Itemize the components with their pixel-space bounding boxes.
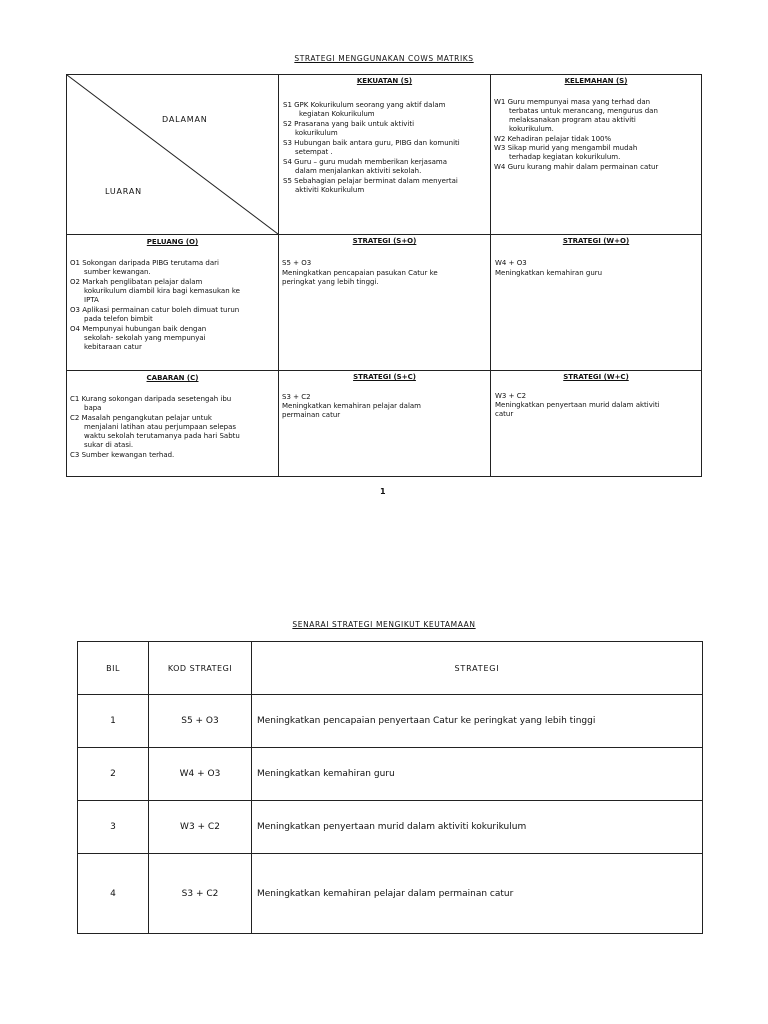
cell-kod: S3 + C2: [149, 854, 252, 934]
text-line: IPTA: [84, 296, 99, 304]
strategi-sc-header: STRATEGI (S+C): [353, 373, 416, 381]
text-line: kokurikulum diambil kira bagi kemasukan ke: [84, 287, 240, 295]
table-header-row: [78, 642, 703, 695]
table-row: [78, 801, 703, 854]
text-line: bapa: [84, 404, 102, 412]
priority-title: SENARAI STRATEGI MENGIKUT KEUTAMAAN: [292, 620, 476, 629]
peluang-cell: [67, 235, 278, 370]
text-line: sekolah- sekolah yang mempunyai: [84, 334, 206, 342]
text-line: terbatas untuk merancang, mengurus dan: [509, 107, 658, 115]
text-line: O2 Markah penglibatan pelajar dalam: [70, 278, 203, 286]
text-line: O3 Aplikasi permainan catur boleh dimuat turun: [70, 306, 240, 314]
text-line: S3 Hubungan baik antara guru, PIBG dan komuniti: [283, 139, 460, 147]
cell-kod: W4 + O3: [149, 748, 252, 801]
text-line: W3 Sikap murid yang mengambil mudah: [494, 144, 638, 152]
text-line: S4 Guru – guru mudah memberikan kerjasama: [283, 158, 447, 166]
text-line: Meningkatkan kemahiran guru: [495, 269, 603, 277]
peluang-header: PELUANG (O): [146, 238, 199, 246]
text-line: W2 Kehadiran pelajar tidak 100%: [494, 135, 612, 143]
cell-strategi: Meningkatkan kemahiran pelajar dalam permainan catur: [252, 854, 703, 934]
text-line: catur: [495, 410, 514, 418]
table-row: [78, 748, 703, 801]
text-line: setempat .: [295, 148, 333, 156]
strategi-so-header: STRATEGI (S+O): [352, 237, 417, 245]
table-row: [78, 695, 703, 748]
text-line: kokurikulum: [295, 129, 338, 137]
text-line: S5 Sebahagian pelajar berminat dalam menyertai: [283, 177, 458, 185]
strategi-wo-cell: [491, 235, 701, 370]
kekuatan-header: KEKUATAN (S): [356, 77, 413, 85]
cell-bil: 1: [78, 695, 149, 748]
text-line: waktu sekolah terutamanya pada hari Sabtu: [84, 432, 240, 440]
text-line: melaksanakan program atau aktiviti: [509, 116, 636, 124]
cell-kod: S5 + O3: [149, 695, 252, 748]
text-line: permainan catur: [282, 411, 341, 419]
text-line: kebitaraan catur: [84, 343, 142, 351]
text-line: Meningkatkan kemahiran pelajar dalam: [282, 402, 421, 410]
text-line: pada telefon bimbit: [84, 315, 153, 323]
strategy-priority-table: [77, 641, 703, 934]
text-line: aktiviti Kokurikulum: [295, 186, 365, 194]
cell-bil: 3: [78, 801, 149, 854]
kelemahan-cell: [491, 75, 701, 234]
strategi-wo-header: STRATEGI (W+O): [562, 237, 630, 245]
text-line: S2 Prasarana yang baik untuk aktiviti: [283, 120, 415, 128]
label-dalaman: DALAMAN: [162, 115, 208, 124]
cell-strategi: Meningkatkan penyertaan murid dalam aktiviti kokurikulum: [252, 801, 703, 854]
cell-kod: W3 + C2: [149, 801, 252, 854]
text-line: W1 Guru mempunyai masa yang terhad dan: [494, 98, 651, 106]
cabaran-cell: [67, 371, 278, 476]
text-line: Meningkatkan penyertaan murid dalam aktiviti: [495, 401, 660, 409]
text-line: C3 Sumber kewangan terhad.: [70, 451, 175, 459]
text-line: C2 Masalah pengangkutan pelajar untuk: [70, 414, 212, 422]
corner-diagonal: [67, 75, 278, 234]
strategi-code: W4 + O3: [495, 259, 527, 267]
cell-bil: 2: [78, 748, 149, 801]
text-line: sukar di atasi.: [84, 441, 134, 449]
text-line: sumber kewangan.: [84, 268, 151, 276]
cell-strategi: Meningkatkan kemahiran guru: [252, 748, 703, 801]
text-line: kegiatan Kokurikulum: [299, 110, 375, 118]
text-line: W4 Guru kurang mahir dalam permainan catur: [494, 163, 659, 171]
text-line: O1 Sokongan daripada PIBG terutama dari: [70, 259, 219, 267]
kelemahan-header: KELEMAHAN (S): [564, 77, 628, 85]
strategi-code: S3 + C2: [282, 393, 311, 401]
table-row: [78, 854, 703, 934]
page-number: 1: [380, 487, 386, 496]
cabaran-header: CABARAN (C): [146, 374, 199, 382]
cell-strategi: Meningkatkan pencapaian penyertaan Catur ke peringkat yang lebih tinggi: [252, 695, 703, 748]
text-line: menjalani latihan atau perjumpaan selepas: [84, 423, 237, 431]
text-line: peringkat yang lebih tinggi.: [282, 278, 379, 286]
header-strategi: STRATEGI: [252, 642, 703, 695]
strategi-so-cell: [279, 235, 490, 370]
strategi-sc-cell: [279, 371, 490, 476]
corner-cell: [67, 75, 278, 234]
text-line: S1 GPK Kokurikulum seorang yang aktif dalam: [283, 101, 446, 109]
text-line: kokurikulum.: [509, 125, 554, 133]
kekuatan-cell: [279, 75, 490, 234]
text-line: C1 Kurang sokongan daripada sesetengah ibu: [70, 395, 232, 403]
matrix-title: STRATEGI MENGGUNAKAN COWS MATRIKS: [294, 54, 474, 63]
header-kod: KOD STRATEGI: [149, 642, 252, 695]
strategi-code: W3 + C2: [495, 392, 527, 400]
strategi-wc-header: STRATEGI (W+C): [563, 373, 629, 381]
text-line: terhadap kegiatan kokurikulum.: [509, 153, 621, 161]
text-line: dalam menjalankan aktiviti sekolah.: [295, 167, 422, 175]
header-bil: BIL: [78, 642, 149, 695]
strategi-wc-cell: [491, 371, 701, 476]
cows-matrix: [66, 74, 702, 477]
label-luaran: LUARAN: [105, 187, 142, 196]
cell-bil: 4: [78, 854, 149, 934]
strategi-code: S5 + O3: [282, 259, 312, 267]
text-line: Meningkatkan pencapaian pasukan Catur ke: [282, 269, 438, 277]
text-line: O4 Mempunyai hubungan baik dengan: [70, 325, 207, 333]
